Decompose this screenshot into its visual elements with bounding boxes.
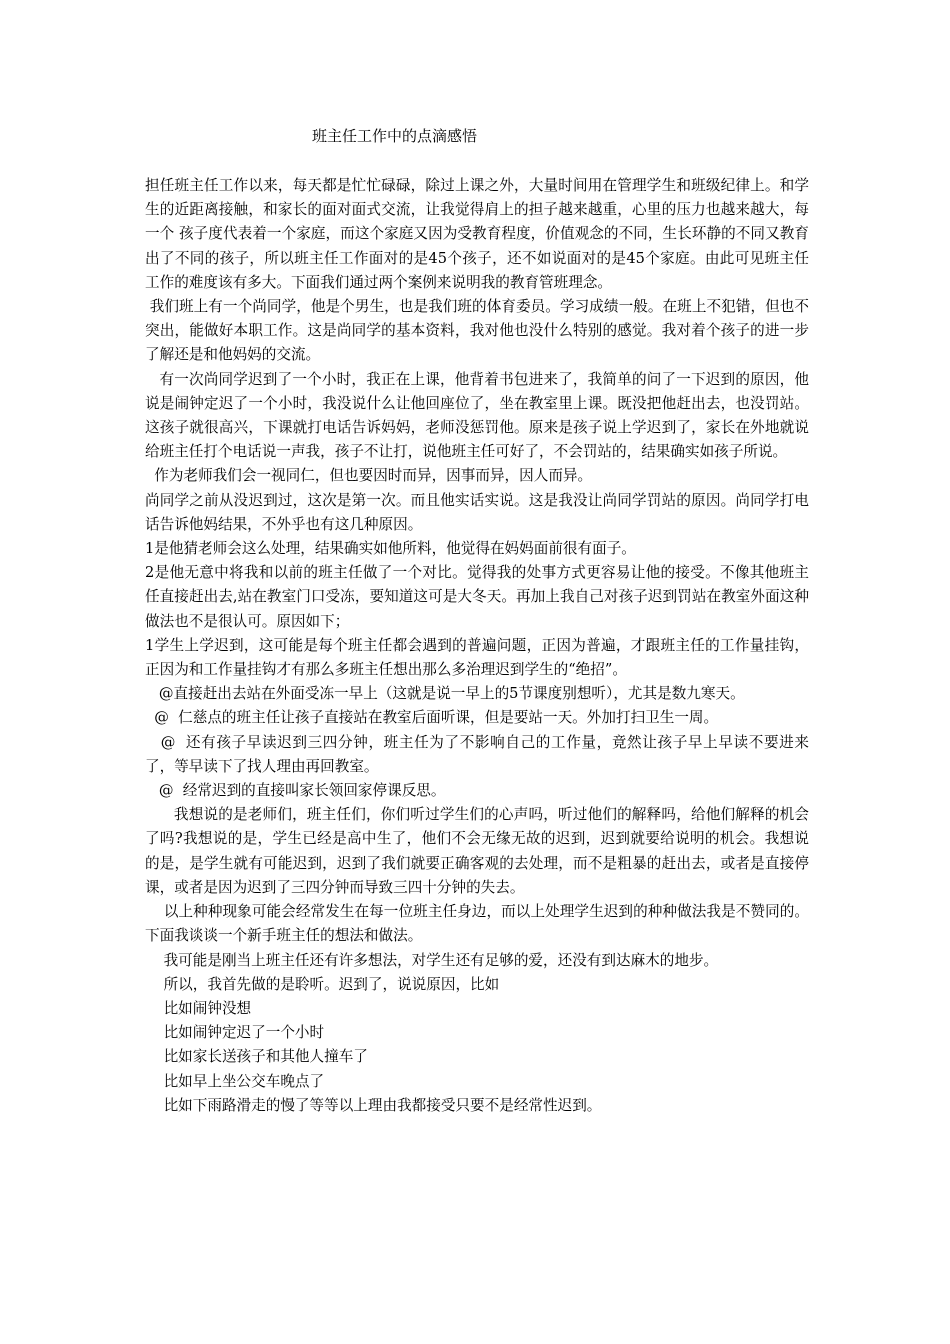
paragraph: @ 经常迟到的直接叫家长领回家停课反思。 [145, 782, 446, 800]
document-body [145, 174, 809, 1118]
paragraph: 1是他猜老师会这么处理，结果确实如他所料，他觉得在妈妈面前很有面子。 [145, 540, 636, 558]
paragraph: 比如下雨路滑走的慢了等等以上理由我都接受只要不是经常性迟到。 [145, 1096, 602, 1114]
paragraph: 作为老师我们会一视同仁，但也要因时而异，因事而异，因人而异。 [145, 467, 593, 485]
paragraph: 比如闹钟没想 [145, 999, 252, 1017]
paragraph: 我想说的是老师们，班主任们，你们听过学生们的心声吗，听过他们的解释吗，给他们解释的机会了吗?我想说的是，学生已经是高中生了，他们不会无缘无故的迟到，迟到就要给说明的机会。我想说的是，是学生就有可能迟到，迟到了我们就要正确客观的去处理，而不是粗暴的赶出去，或者是直接停课，或者是因为迟到了三四分钟而导致三四十分钟的失去。 [145, 806, 809, 896]
paragraph: @直接赶出去站在外面受冻一早上（这就是说一早上的5节课度别想听），尤其是数九寒天。 [145, 685, 745, 703]
document-title: 班主任工作中的点滴感悟 [312, 127, 478, 145]
paragraph: 比如闹钟定迟了一个小时 [145, 1024, 325, 1042]
paragraph: 1学生上学迟到，这可能是每个班主任都会遇到的普遍问题，正因为普遍，才跟班主任的工作量挂钩，正因为和工作量挂钩才有那么多班主任想出那么多治理迟到学生的“绝招”。 [145, 636, 809, 679]
paragraph: 以上种种现象可能会经常发生在每一位班主任身边，而以上处理学生迟到的种种做法我是不赞同的。下面我谈谈一个新手班主任的想法和做法。 [145, 903, 809, 945]
paragraph: 比如家长送孩子和其他人撞车了 [145, 1048, 368, 1066]
paragraph: 比如早上坐公交车晚点了 [145, 1072, 325, 1090]
paragraph: @ 仁慈点的班主任让孩子直接站在教室后面听课，但是要站一天。外加打扫卫生一周。 [145, 709, 719, 727]
paragraph: 2是他无意中将我和以前的班主任做了一个对比。觉得我的处事方式更容易让他的接受。不像其他班主任直接赶出去,站在教室门口受冻，要知道这可是大冬天。再加上我自己对孩子迟到罚站在教室外面这种做法也不是很认可。原因如下； [145, 564, 809, 630]
paragraph: 我们班上有一个尚同学，他是个男生，也是我们班的体育委员。学习成绩一般。在班上不犯错，但也不突出，能做好本职工作。这是尚同学的基本资料，我对他也没什么特别的感觉。我对着个孩子的进一步了解还是和他妈妈的交流。 [145, 298, 809, 364]
paragraph: 尚同学之前从没迟到过，这次是第一次。而且他实话实说。这是我没让尚同学罚站的原因。尚同学打电话告诉他妈结果，不外乎也有这几种原因。 [145, 491, 809, 533]
paragraph: 有一次尚同学迟到了一个小时，我正在上课，他背着书包进来了，我简单的问了一下迟到的原因，他说是闹钟定迟了一个小时，我没说什么让他回座位了，坐在教室里上课。既没把他赶出去，也没罚站。这孩子就很高兴，下课就打电话告诉妈妈，老师没惩罚他。原来是孩子说上学迟到了，家长在外地就说给班主任打个电话说一声我，孩子不让打，说他班主任可好了，不会罚站的，结果确实如孩子所说。 [145, 370, 809, 461]
paragraph: 所以，我首先做的是聆听。迟到了，说说原因，比如 [145, 975, 500, 993]
paragraph: @ 还有孩子早读迟到三四分钟，班主任为了不影响自己的工作量，竟然让孩子早上早读不要进来了，等早读下了找人理由再回教室。 [145, 733, 809, 775]
paragraph: 担任班主任工作以来，每天都是忙忙碌碌，除过上课之外，大量时间用在管理学生和班级纪律上。和学生的近距离接触，和家长的面对面式交流，让我觉得肩上的担子越来越重，心里的压力也越来越大，每一个 孩子度代表着一个家庭，而这个家庭又因为受教育程度，价值观念的不同，生长环静的不同又教育出了不同的孩子，所以班主任工作面对的是45个孩子，还不如说面对的是45个家庭。由此可见班主任工作的难度该有多大。下面我们通过两个案例来说明我的教育管班理念。 [145, 177, 809, 291]
paragraph: 我可能是刚当上班主任还有许多想法，对学生还有足够的爱，还没有到达麻木的地步。 [145, 951, 719, 969]
